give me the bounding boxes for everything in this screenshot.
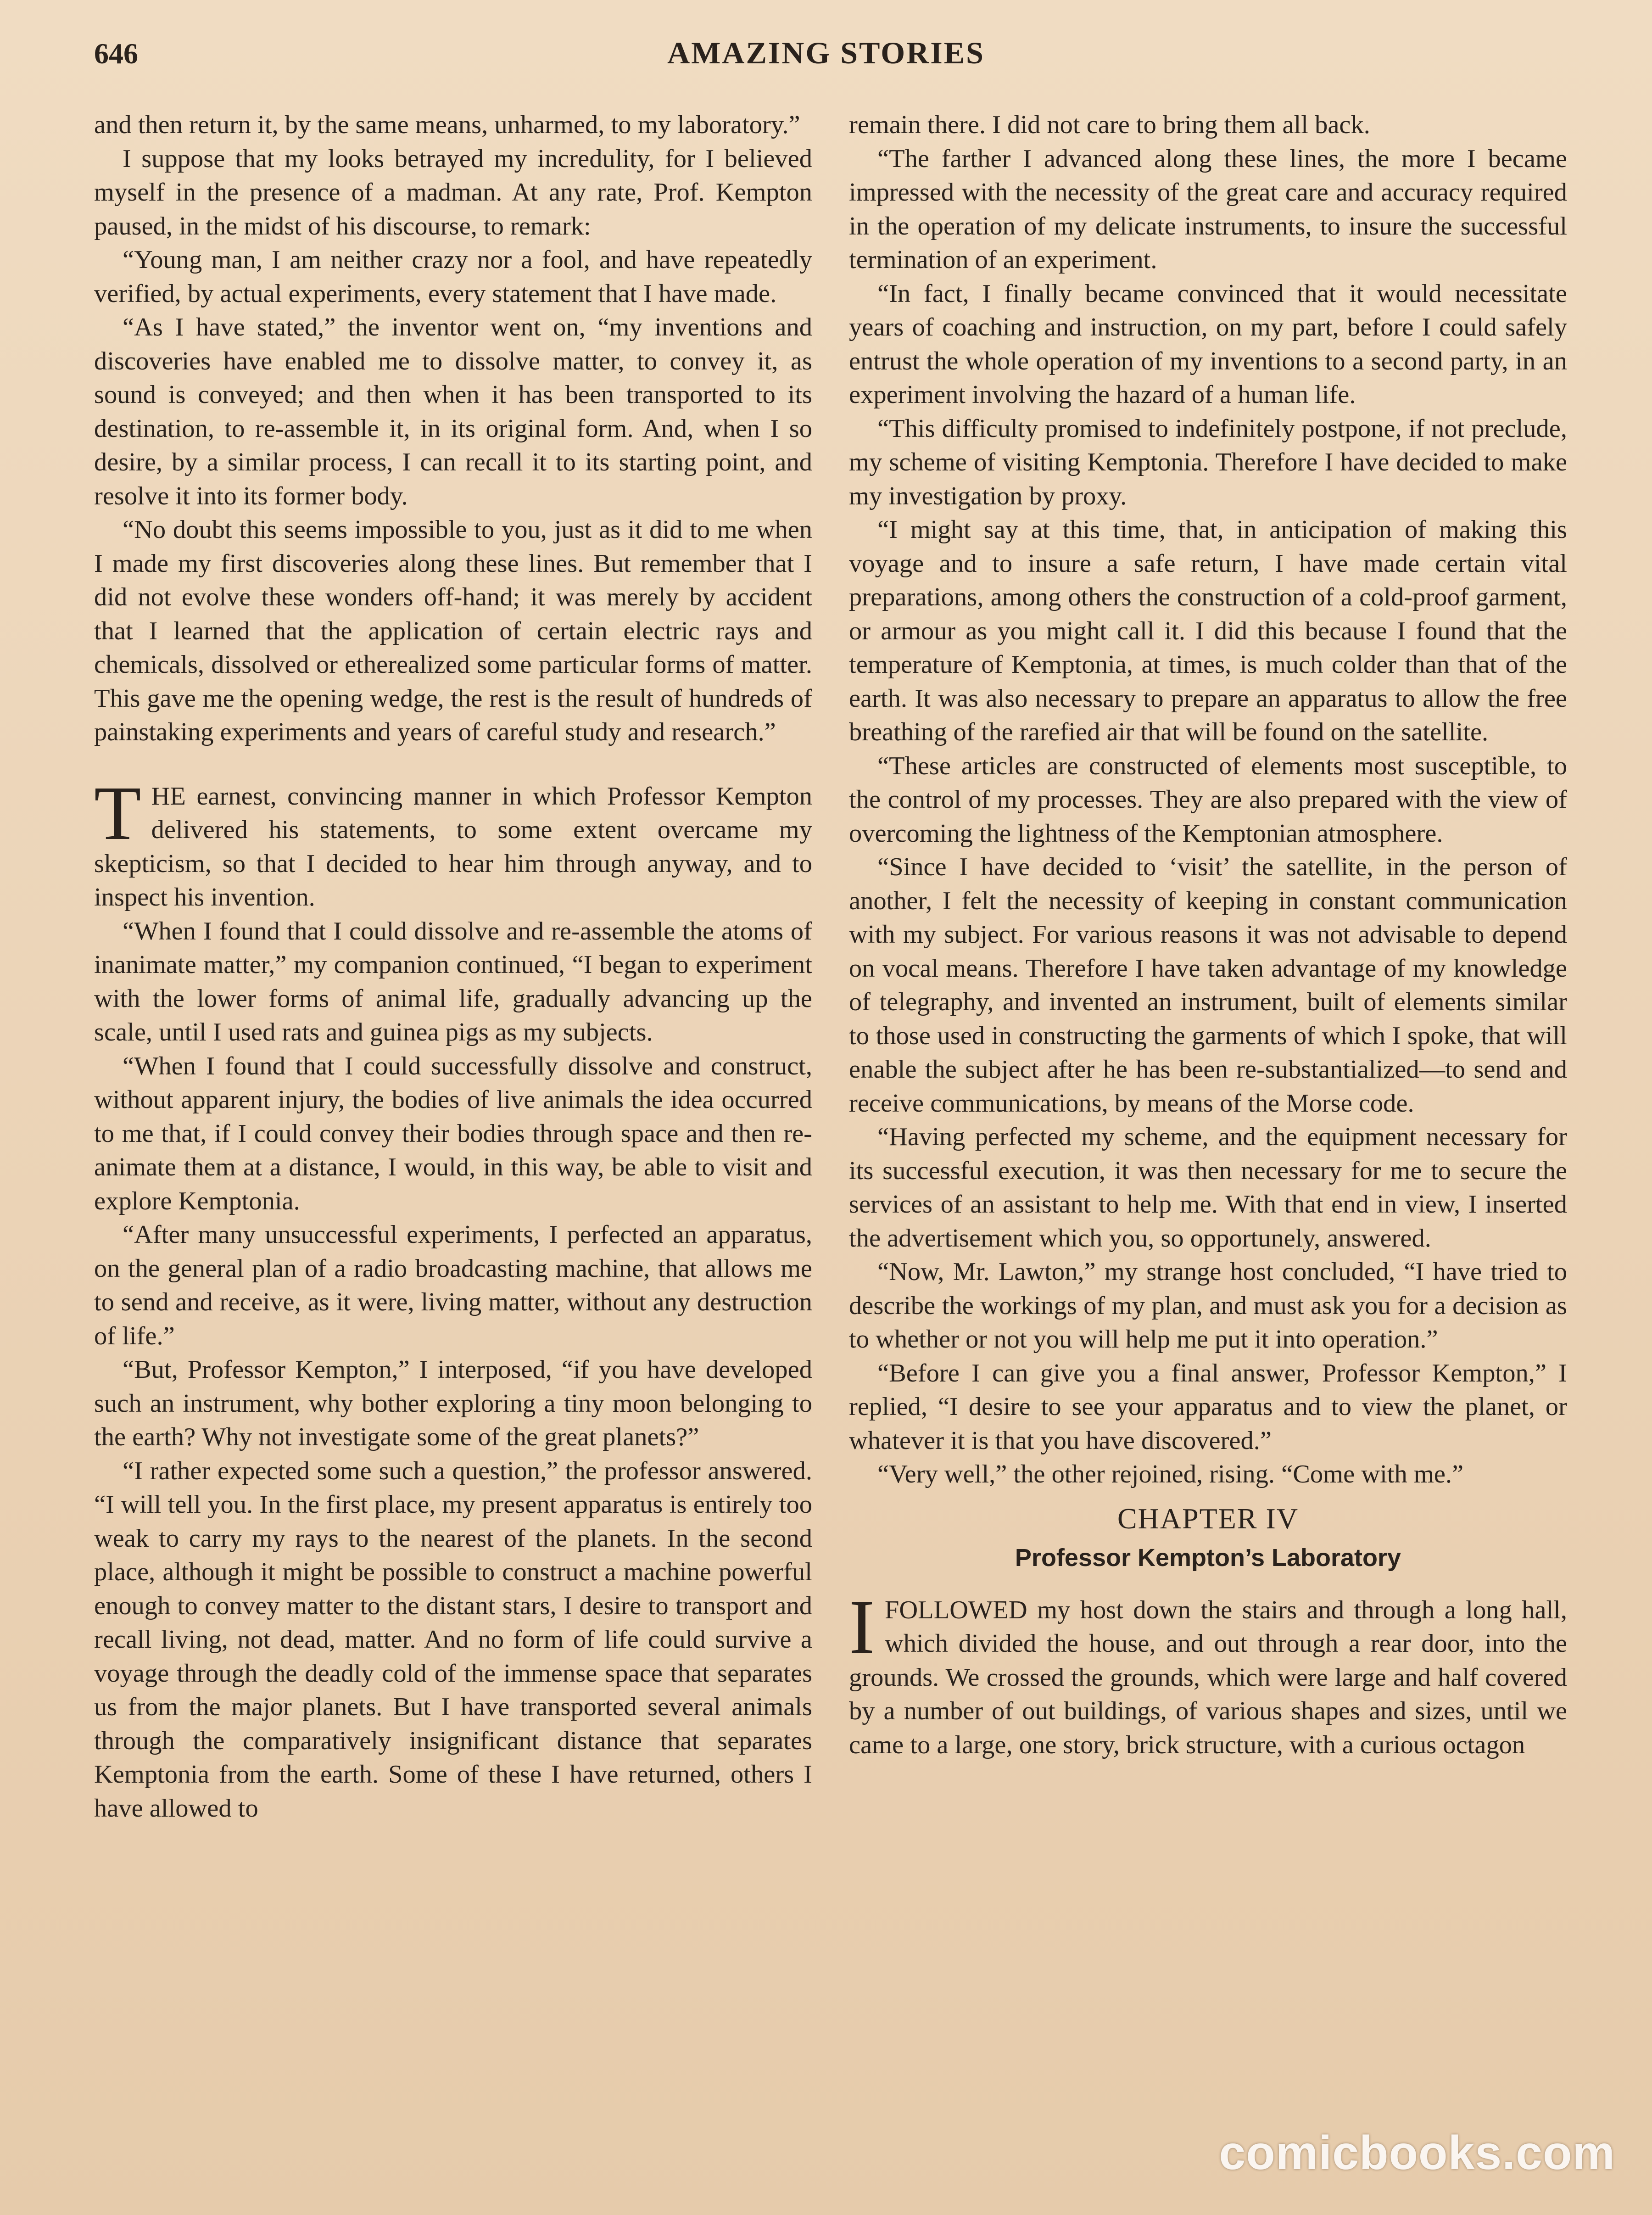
page-number: 646 — [94, 37, 138, 70]
left-column — [94, 108, 812, 2165]
paragraph: “These articles are constructed of elements most susceptible, to the control of my processes. They are also prepared with the view of overcoming the lightness of the Kemptonian atmosphere. — [849, 751, 1567, 848]
paragraph: “Having perfected my scheme, and the equipment necessary for its successful execution, it was then necessary for me to secure the services of an assistant to help me. With that end in view, I inserted the advertisement which you, so opportunely, answered. — [849, 1123, 1567, 1253]
paragraph: “As I have stated,” the inventor went on, “my inventions and discoveries have enabled me to dissolve matter, to convey it, as sound is conveyed; and then when it has been transported to its destination, to re-assemble it, in its original form. And, when I so desire, by a similar process, I can recall it to its starting point, and resolve it into its former body. — [94, 313, 812, 510]
drop-cap-paragraph-text: FOLLOWED my host down the stairs and through a long hall, which divided the house, and out through a rear door, into the grounds. We crossed the grounds, which were large and half covered by a number of out buildings, of various shapes and sizes, until we came to a large, one story, brick structure, with a curious octagon — [849, 1595, 1567, 1759]
paragraph: “After many unsuccessful experiments, I perfected an apparatus, on the general plan of a radio broadcasting machine, that allows me to send and receive, as it were, living matter, without any destruction of life.” — [94, 1220, 812, 1350]
drop-cap-paragraph — [849, 1584, 1567, 1762]
paragraph: and then return it, by the same means, unharmed, to my laboratory.” — [94, 111, 800, 139]
paragraph: “This difficulty promised to indefinitely postpone, if not preclude, my scheme of visiting Kemptonia. Therefore I have decided to make my investigation by proxy. — [849, 414, 1567, 510]
paragraph: “Very well,” the other rejoined, rising. “Come with me.” — [877, 1460, 1464, 1488]
watermark: comicbooks.com — [1219, 2126, 1615, 2180]
paragraph: “The farther I advanced along these lines, the more I became impressed with the necessity of the great care and accuracy required in the operation of my delicate instruments, to insure the successful termination of an experiment. — [849, 144, 1567, 274]
page-header — [0, 32, 1652, 78]
drop-cap: T — [94, 770, 141, 856]
running-title: AMAZING STORIES — [667, 35, 985, 70]
paragraph: “Now, Mr. Lawton,” my strange host concluded, “I have tried to describe the workings of my plan, and must ask you for a decision as to whether or not you will help me put it into operation.” — [849, 1258, 1567, 1354]
paragraph: “Young man, I am neither crazy nor a fool, and have repeatedly verified, by actual experiments, every statement that I have made. — [94, 246, 812, 308]
right-column — [849, 108, 1567, 2165]
paragraph: “No doubt this seems impossible to you, just as it did to me when I made my first discoveries along these lines. But remember that I did not evolve these wonders off-hand; it was merely by accident that I learned that the application of certain electric rays and chemicals, dissolved or etherealized some particular forms of matter. This gave me the opening wedge, the rest is the result of hundreds of painstaking experiments and years of careful study and research.” — [94, 515, 812, 746]
chapter-title: Professor Kempton’s Laboratory — [1015, 1544, 1401, 1572]
paragraph: “But, Professor Kempton,” I interposed, “if you have developed such an instrument, why bother exploring a tiny moon belonging to the earth? Why not investigate some of the great planets?” — [94, 1355, 812, 1451]
paragraph: “I rather expected some such a question,” the professor answered. “I will tell you. In the first place, my present apparatus is entirely too weak to carry my rays to the nearest of the planets. In the second place, although it might be possible to construct a machine powerful enough to convey matter to the distant stars, I desire to transport and recall living, not dead, matter. And no form of life could survive a voyage through the deadly cold of the immense space that separates us from the major planets. But I have transported several animals through the comparatively insignificant distance that separates Kemptonia from the earth. Some of these I have returned, others I have allowed to — [94, 1456, 812, 1823]
paragraph: remain there. I did not care to bring them all back. — [849, 111, 1370, 139]
paragraph: “In fact, I finally became convinced that it would necessitate years of coaching and instruction, on my part, before I could safely entrust the whole operation of my inventions to a second party, in an experiment involving the hazard of a human life. — [849, 279, 1567, 409]
chapter-number: CHAPTER IV — [1117, 1502, 1299, 1535]
drop-cap: I — [849, 1584, 875, 1670]
paragraph: “Before I can give you a final answer, Professor Kempton,” I replied, “I desire to see your apparatus and to view the planet, or whatever it is that you have discovered.” — [849, 1359, 1567, 1455]
paragraph: “When I found that I could successfully dissolve and construct, without apparent injury, the bodies of live animals the idea occurred to me that, if I could convey their bodies through space and then re-animate them at a distance, I would, in this way, be able to visit and explore Kemptonia. — [94, 1052, 812, 1215]
drop-cap-paragraph — [94, 770, 812, 915]
paragraph: “Since I have decided to ‘visit’ the satellite, in the person of another, I felt the necessity of keeping in constant communication with my subject. For various reasons it was not advisable to depend on vocal means. Therefore I have taken advantage of my knowledge of telegraphy, and invented an instrument, built of elements similar to those used in constructing the garments of which I spoke, that will enable the subject after he has been re-substantialized—to send and receive communications, by means of the Morse code. — [849, 853, 1567, 1118]
paragraph: I suppose that my looks betrayed my incredulity, for I believed myself in the presence of a madman. At any rate, Prof. Kempton paused, in the midst of his discourse, to remark: — [94, 144, 812, 241]
drop-cap-paragraph-text: HE earnest, convincing manner in which Professor Kempton delivered his statements, to some extent overcame my skepticism, so that I decided to hear him through anyway, and to inspect his invention. — [94, 782, 812, 912]
paragraph: “I might say at this time, that, in anticipation of making this voyage and to insure a safe return, I have made certain vital preparations, among others the construction of a cold-proof garment, or armour as you might call it. I did this because I found that the temperature of Kemptonia, at times, is much colder than that of the earth. It was also necessary to prepare an apparatus to allow the free breathing of the rarefied air that will be found on the satellite. — [849, 515, 1567, 746]
paragraph: “When I found that I could dissolve and re-assemble the atoms of inanimate matter,” my companion continued, “I began to experiment with the lower forms of animal life, gradually advancing up the scale, until I used rats and guinea pigs as my subjects. — [94, 917, 812, 1046]
